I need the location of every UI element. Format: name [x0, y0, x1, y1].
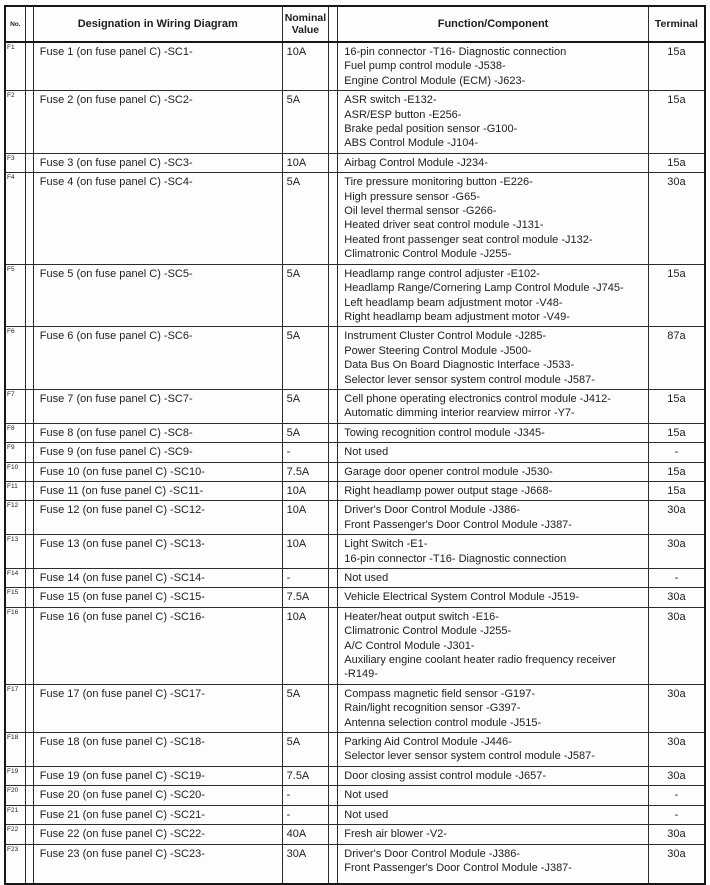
- fuse-function-component: [338, 173, 649, 264]
- spacer-cell: [329, 481, 338, 500]
- header-function-component: Function/Component: [338, 6, 649, 42]
- spacer-cell: [329, 42, 338, 91]
- fuse-function-component: [338, 805, 649, 824]
- header-terminal: Terminal: [648, 6, 705, 42]
- table-row: [5, 42, 705, 91]
- fuse-terminal: 15a: [648, 462, 705, 481]
- fuse-number: F1: [5, 42, 25, 91]
- spacer-cell: [25, 825, 33, 844]
- fuse-designation: Fuse 19 (on fuse panel C) -SC19-: [33, 766, 282, 785]
- fuse-designation: Fuse 2 (on fuse panel C) -SC2-: [33, 91, 282, 154]
- table-row: [5, 588, 705, 607]
- fuse-table: [4, 5, 706, 885]
- fuse-number: F10: [5, 462, 25, 481]
- fuse-terminal: 15a: [648, 42, 705, 91]
- fuse-number: F6: [5, 327, 25, 390]
- function-line: Engine Control Module (ECM) -J623-: [344, 74, 526, 87]
- spacer-cell: [25, 569, 33, 588]
- spacer-cell: [329, 569, 338, 588]
- fuse-designation: Fuse 10 (on fuse panel C) -SC10-: [33, 462, 282, 481]
- fuse-number: F9: [5, 443, 25, 462]
- fuse-terminal: 15a: [648, 423, 705, 442]
- spacer-cell: [329, 733, 338, 767]
- fuse-designation: Fuse 16 (on fuse panel C) -SC16-: [33, 607, 282, 684]
- spacer-cell: [25, 535, 33, 569]
- fuse-designation: Fuse 21 (on fuse panel C) -SC21-: [33, 805, 282, 824]
- fuse-number: F7: [5, 389, 25, 423]
- fuse-number: F21: [5, 805, 25, 824]
- fuse-function-component: [338, 588, 649, 607]
- fuse-designation: Fuse 11 (on fuse panel C) -SC11-: [33, 481, 282, 500]
- spacer-cell: [329, 535, 338, 569]
- function-line: Power Steering Control Module -J500-: [344, 344, 532, 357]
- function-line: Fresh air blower -V2-: [344, 828, 447, 841]
- spacer-cell: [25, 42, 33, 91]
- fuse-number: F22: [5, 825, 25, 844]
- fuse-number: F14: [5, 569, 25, 588]
- function-line: ASR/ESP button -E256-: [344, 108, 462, 121]
- function-line: Right headlamp power output stage -J668-: [344, 484, 553, 497]
- header-designation: Designation in Wiring Diagram: [33, 6, 282, 42]
- spacer-cell: [25, 501, 33, 535]
- spacer-cell: [25, 423, 33, 442]
- fuse-function-component: [338, 264, 649, 327]
- fuse-number: F5: [5, 264, 25, 327]
- function-line: Instrument Cluster Control Module -J285-: [344, 330, 547, 343]
- fuse-number: F15: [5, 588, 25, 607]
- fuse-terminal: 15a: [648, 481, 705, 500]
- fuse-nominal-value: 10A: [282, 535, 329, 569]
- spacer-cell: [25, 327, 33, 390]
- fuse-terminal: 15a: [648, 91, 705, 154]
- table-row: [5, 462, 705, 481]
- fuse-number: F12: [5, 501, 25, 535]
- fuse-terminal: 30a: [648, 501, 705, 535]
- function-line: Right headlamp beam adjustment motor -V49-: [344, 310, 570, 323]
- spacer-cell: [329, 805, 338, 824]
- spacer-cell: [329, 264, 338, 327]
- fuse-nominal-value: 7.5A: [282, 766, 329, 785]
- function-line: 16-pin connector -T16- Diagnostic connection: [344, 46, 567, 58]
- fuse-designation: Fuse 5 (on fuse panel C) -SC5-: [33, 264, 282, 327]
- table-row: [5, 535, 705, 569]
- fuse-designation: Fuse 15 (on fuse panel C) -SC15-: [33, 588, 282, 607]
- spacer-cell: [329, 173, 338, 264]
- spacer-cell: [25, 481, 33, 500]
- fuse-function-component: [338, 91, 649, 154]
- fuse-nominal-value: 5A: [282, 264, 329, 327]
- fuse-designation: Fuse 8 (on fuse panel C) -SC8-: [33, 423, 282, 442]
- fuse-nominal-value: 40A: [282, 825, 329, 844]
- table-row: [5, 786, 705, 805]
- fuse-function-component: [338, 569, 649, 588]
- spacer-cell: [25, 786, 33, 805]
- fuse-number: F19: [5, 766, 25, 785]
- fuse-terminal: 15a: [648, 264, 705, 327]
- fuse-nominal-value: 10A: [282, 153, 329, 172]
- function-line: High pressure sensor -G65-: [344, 190, 480, 203]
- table-row: [5, 733, 705, 767]
- fuse-number: F3: [5, 153, 25, 172]
- fuse-terminal: 30a: [648, 535, 705, 569]
- function-line: Driver's Door Control Module -J386-: [344, 504, 520, 517]
- spacer-cell: [25, 462, 33, 481]
- function-line: Driver's Door Control Module -J386-: [344, 847, 520, 860]
- spacer-cell: [329, 588, 338, 607]
- fuse-terminal: 15a: [648, 389, 705, 423]
- fuse-nominal-value: 5A: [282, 327, 329, 390]
- fuse-terminal: 30a: [648, 684, 705, 732]
- spacer-cell: [25, 684, 33, 732]
- fuse-terminal: -: [648, 569, 705, 588]
- function-line: Not used: [344, 789, 389, 802]
- spacer-cell: [329, 684, 338, 732]
- table-row: [5, 91, 705, 154]
- fuse-function-component: [338, 786, 649, 805]
- fuse-number: F20: [5, 786, 25, 805]
- fuse-function-component: [338, 766, 649, 785]
- spacer-cell: [25, 443, 33, 462]
- function-line: Door closing assist control module -J657-: [344, 769, 547, 782]
- fuse-designation: Fuse 6 (on fuse panel C) -SC6-: [33, 327, 282, 390]
- fuse-nominal-value: 5A: [282, 389, 329, 423]
- fuse-function-component: [338, 443, 649, 462]
- fuse-nominal-value: 30A: [282, 844, 329, 884]
- spacer-cell: [329, 462, 338, 481]
- spacer-cell: [329, 844, 338, 884]
- fuse-function-component: [338, 462, 649, 481]
- fuse-designation: Fuse 9 (on fuse panel C) -SC9-: [33, 443, 282, 462]
- table-row: [5, 844, 705, 884]
- fuse-function-component: [338, 327, 649, 390]
- spacer-cell: [329, 423, 338, 442]
- fuse-terminal: 30a: [648, 733, 705, 767]
- fuse-designation: Fuse 12 (on fuse panel C) -SC12-: [33, 501, 282, 535]
- function-line: Not used: [344, 572, 389, 584]
- function-line: Data Bus On Board Diagnostic Interface -J533-: [344, 359, 575, 372]
- fuse-function-component: [338, 607, 649, 684]
- table-row: [5, 684, 705, 732]
- function-line: Light Switch -E1-: [344, 538, 428, 551]
- fuse-nominal-value: 10A: [282, 481, 329, 500]
- header-spacer: [25, 6, 33, 42]
- function-line: Not used: [344, 808, 389, 821]
- function-line: Antenna selection control module -J515-: [344, 716, 542, 729]
- fuse-nominal-value: 10A: [282, 607, 329, 684]
- function-line: 16-pin connector -T16- Diagnostic connection: [344, 552, 567, 565]
- fuse-nominal-value: -: [282, 569, 329, 588]
- fuse-designation: Fuse 4 (on fuse panel C) -SC4-: [33, 173, 282, 264]
- table-row: [5, 327, 705, 390]
- table-row: [5, 264, 705, 327]
- fuse-nominal-value: -: [282, 805, 329, 824]
- fuse-function-component: [338, 153, 649, 172]
- function-line: A/C Control Module -J301-: [344, 639, 475, 652]
- spacer-cell: [25, 389, 33, 423]
- function-line: Headlamp Range/Cornering Lamp Control Module -J745-: [344, 282, 624, 295]
- fuse-number: F17: [5, 684, 25, 732]
- function-line: Heated driver seat control module -J131-: [344, 219, 544, 232]
- table-row: [5, 153, 705, 172]
- function-line: ABS Control Module -J104-: [344, 137, 479, 150]
- fuse-nominal-value: 5A: [282, 423, 329, 442]
- fuse-number: F13: [5, 535, 25, 569]
- table-header-row: [5, 6, 705, 42]
- fuse-terminal: 30a: [648, 588, 705, 607]
- table-row: [5, 173, 705, 264]
- table-row: [5, 805, 705, 824]
- table-row: [5, 766, 705, 785]
- spacer-cell: [329, 389, 338, 423]
- fuse-number: F2: [5, 91, 25, 154]
- fuse-terminal: -: [648, 805, 705, 824]
- function-line: Left headlamp beam adjustment motor -V48-: [344, 296, 563, 309]
- header-spacer: [329, 6, 338, 42]
- function-line: Vehicle Electrical System Control Module -J519-: [344, 591, 580, 604]
- spacer-cell: [25, 173, 33, 264]
- function-line: Climatronic Control Module -J255-: [344, 625, 512, 638]
- function-line: Fuel pump control module -J538-: [344, 60, 506, 73]
- function-line: Automatic dimming interior rearview mirror -Y7-: [344, 407, 575, 420]
- spacer-cell: [25, 153, 33, 172]
- function-line: Cell phone operating electronics control module -J412-: [344, 392, 611, 405]
- fuse-designation: Fuse 23 (on fuse panel C) -SC23-: [33, 844, 282, 884]
- fuse-nominal-value: 5A: [282, 684, 329, 732]
- fuse-designation: Fuse 7 (on fuse panel C) -SC7-: [33, 389, 282, 423]
- function-line: Towing recognition control module -J345-: [344, 426, 545, 439]
- function-line: Climatronic Control Module -J255-: [344, 248, 512, 261]
- fuse-nominal-value: 7.5A: [282, 462, 329, 481]
- fuse-terminal: 30a: [648, 766, 705, 785]
- fuse-designation: Fuse 20 (on fuse panel C) -SC20-: [33, 786, 282, 805]
- spacer-cell: [329, 766, 338, 785]
- function-line: Tire pressure monitoring button -E226-: [344, 176, 533, 189]
- fuse-function-component: [338, 535, 649, 569]
- fuse-function-component: [338, 684, 649, 732]
- table-row: [5, 423, 705, 442]
- fuse-nominal-value: -: [282, 443, 329, 462]
- table-row: [5, 443, 705, 462]
- table-row: [5, 481, 705, 500]
- spacer-cell: [329, 501, 338, 535]
- function-line: Oil level thermal sensor -G266-: [344, 205, 497, 218]
- spacer-cell: [329, 443, 338, 462]
- function-line: Selector lever sensor system control module -J587-: [344, 750, 595, 763]
- spacer-cell: [329, 153, 338, 172]
- fuse-terminal: 15a: [648, 153, 705, 172]
- function-line: Rain/light recognition sensor -G397-: [344, 702, 521, 715]
- table-row: [5, 607, 705, 684]
- fuse-nominal-value: 7.5A: [282, 588, 329, 607]
- spacer-cell: [25, 607, 33, 684]
- function-line: Compass magnetic field sensor -G197-: [344, 687, 536, 700]
- fuse-designation: Fuse 17 (on fuse panel C) -SC17-: [33, 684, 282, 732]
- spacer-cell: [25, 844, 33, 884]
- table-row: [5, 501, 705, 535]
- table-row: [5, 389, 705, 423]
- fuse-terminal: 30a: [648, 844, 705, 884]
- fuse-designation: Fuse 3 (on fuse panel C) -SC3-: [33, 153, 282, 172]
- fuse-number: F11: [5, 481, 25, 500]
- fuse-designation: Fuse 1 (on fuse panel C) -SC1-: [33, 42, 282, 91]
- spacer-cell: [329, 786, 338, 805]
- fuse-function-component: [338, 844, 649, 884]
- fuse-terminal: -: [648, 786, 705, 805]
- function-line: Parking Aid Control Module -J446-: [344, 736, 512, 749]
- fuse-nominal-value: 5A: [282, 733, 329, 767]
- fuse-function-component: [338, 825, 649, 844]
- fuse-nominal-value: 5A: [282, 91, 329, 154]
- fuse-number: F16: [5, 607, 25, 684]
- function-line: Selector lever sensor system control module -J587-: [344, 373, 595, 386]
- fuse-number: F8: [5, 423, 25, 442]
- fuse-terminal: 30a: [648, 825, 705, 844]
- fuse-nominal-value: 5A: [282, 173, 329, 264]
- table-row: [5, 825, 705, 844]
- header-no: No.: [5, 6, 25, 42]
- function-line: Airbag Control Module -J234-: [344, 156, 488, 169]
- fuse-function-component: [338, 501, 649, 535]
- function-line: Not used: [344, 446, 389, 459]
- spacer-cell: [25, 805, 33, 824]
- fuse-function-component: [338, 423, 649, 442]
- spacer-cell: [329, 825, 338, 844]
- function-line: Auxiliary engine coolant heater radio frequency receiver: [344, 654, 616, 667]
- spacer-cell: [25, 588, 33, 607]
- fuse-number: F4: [5, 173, 25, 264]
- fuse-number: F23: [5, 844, 25, 884]
- spacer-cell: [25, 264, 33, 327]
- fuse-function-component: [338, 42, 649, 91]
- function-line: Heated front passenger seat control module -J132-: [344, 233, 593, 246]
- table-row: [5, 569, 705, 588]
- fuse-designation: Fuse 14 (on fuse panel C) -SC14-: [33, 569, 282, 588]
- function-line: -R149-: [344, 668, 378, 681]
- spacer-cell: [329, 607, 338, 684]
- fuse-number: F18: [5, 733, 25, 767]
- spacer-cell: [25, 766, 33, 785]
- spacer-cell: [329, 91, 338, 154]
- fuse-nominal-value: 10A: [282, 42, 329, 91]
- function-line: ASR switch -E132-: [344, 94, 437, 107]
- function-line: Heater/heat output switch -E16-: [344, 610, 499, 623]
- fuse-terminal: -: [648, 443, 705, 462]
- fuse-function-component: [338, 481, 649, 500]
- function-line: Garage door opener control module -J530-: [344, 465, 553, 478]
- fuse-table-body: [5, 42, 705, 884]
- fuse-designation: Fuse 13 (on fuse panel C) -SC13-: [33, 535, 282, 569]
- fuse-terminal: 30a: [648, 173, 705, 264]
- fuse-function-component: [338, 389, 649, 423]
- fuse-nominal-value: -: [282, 786, 329, 805]
- function-line: Front Passenger's Door Control Module -J387-: [344, 518, 572, 531]
- fuse-designation: Fuse 18 (on fuse panel C) -SC18-: [33, 733, 282, 767]
- fuse-terminal: 87a: [648, 327, 705, 390]
- fuse-terminal: 30a: [648, 607, 705, 684]
- spacer-cell: [25, 91, 33, 154]
- spacer-cell: [329, 327, 338, 390]
- spacer-cell: [25, 733, 33, 767]
- fuse-nominal-value: 10A: [282, 501, 329, 535]
- function-line: Brake pedal position sensor -G100-: [344, 123, 518, 136]
- function-line: Front Passenger's Door Control Module -J387-: [344, 861, 572, 874]
- fuse-function-component: [338, 733, 649, 767]
- header-nominal-value: Nominal Value: [282, 6, 329, 42]
- fuse-designation: Fuse 22 (on fuse panel C) -SC22-: [33, 825, 282, 844]
- function-line: Headlamp range control adjuster -E102-: [344, 267, 540, 280]
